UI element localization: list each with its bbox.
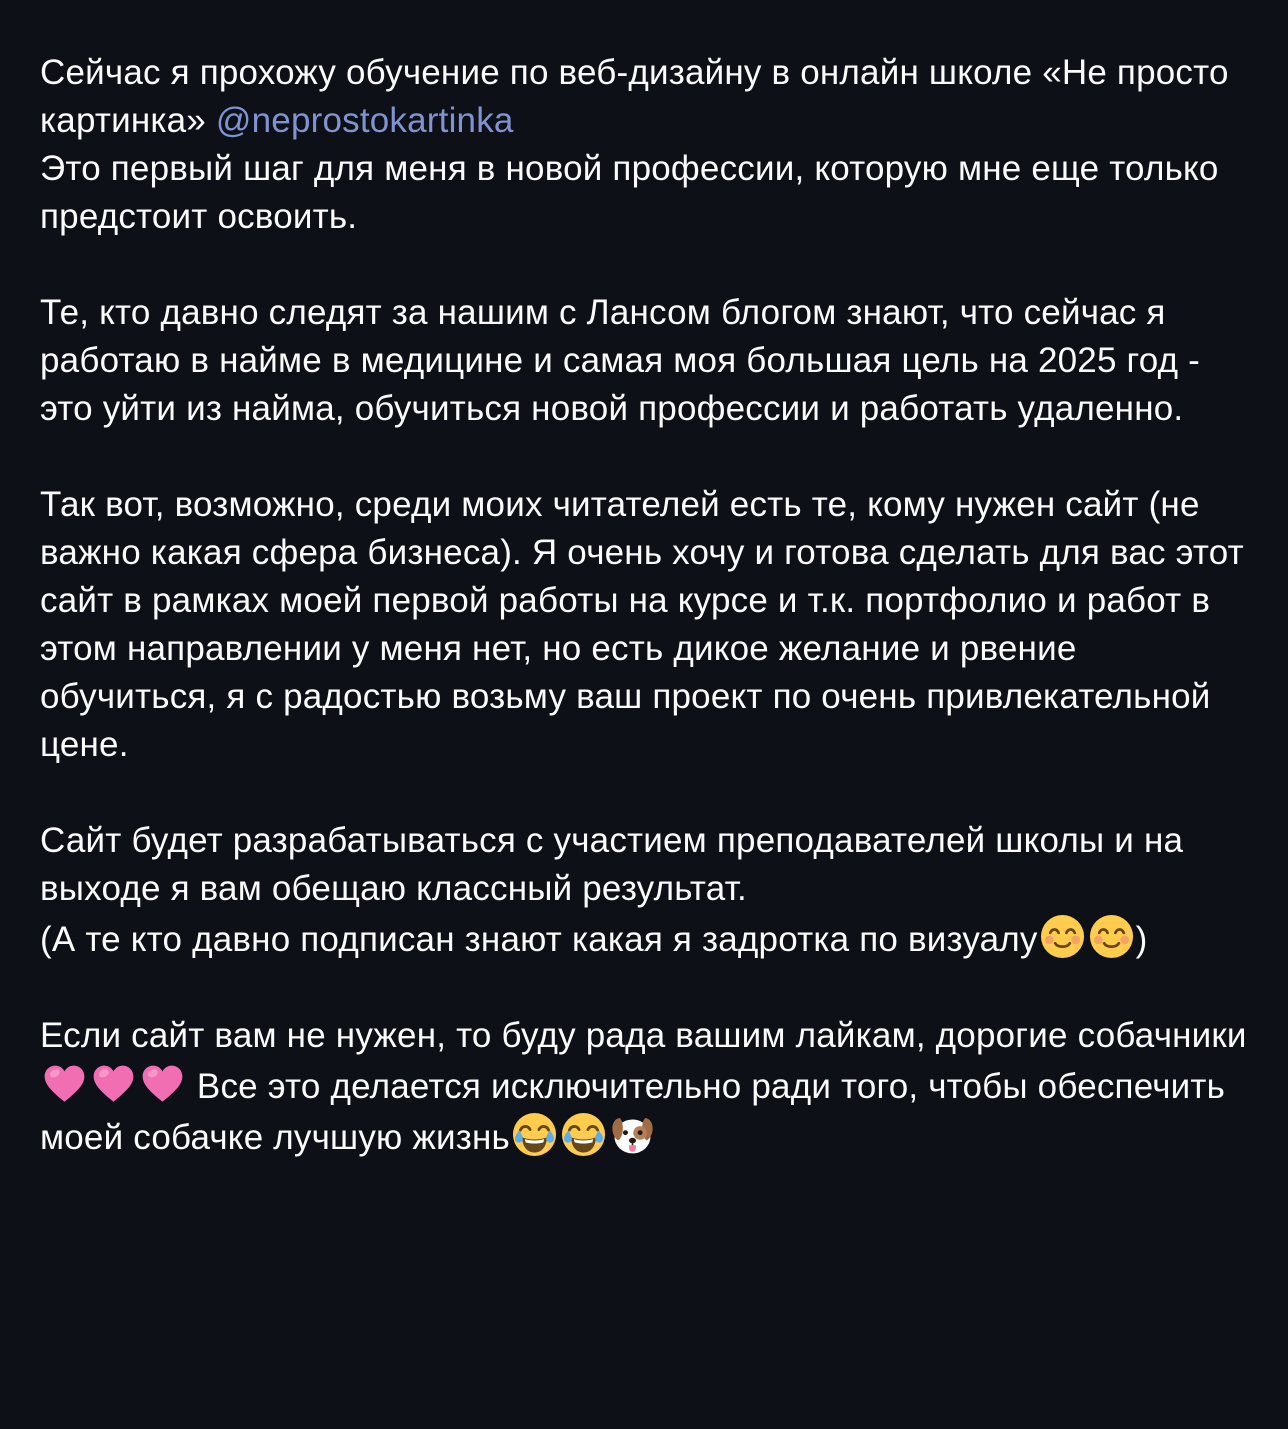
- face-with-tears-of-joy-icon: [511, 1111, 558, 1158]
- smiling-face-icon: [1039, 913, 1086, 960]
- pink-heart-icon: [139, 1060, 186, 1107]
- mention-link[interactable]: @neprostokartinka: [215, 101, 514, 140]
- text-run: Сейчас я прохожу обучение по веб-дизайну в онлайн школе «Не просто картинка»: [40, 53, 1229, 140]
- pink-heart-icon: [41, 1060, 88, 1107]
- text-run: ): [1135, 920, 1148, 959]
- smiling-face-icon: [1088, 913, 1135, 960]
- text-run: (А те кто давно подписан знают какая я задротка по визуалу: [40, 920, 1038, 959]
- text-run: Все это делается исключительно ради того, чтобы обеспечить моей собачке лучшую жизнь: [40, 1067, 1226, 1157]
- text-run: Это первый шаг для меня в новой профессии, которую мне еще только предстоит освоить.: [40, 149, 1219, 236]
- text-run: Так вот, возможно, среди моих читателей есть те, кому нужен сайт (не важно какая сфера бизнеса). Я очень хочу и готова сделать для вас этот сайт в рамках моей первой работы на курсе и т.к. портфолио и работ в этом направлении у меня нет, но есть дикое желание и рвение обучиться, я с радостью возьму ваш проект по очень привлекательной цене.: [40, 485, 1244, 764]
- pink-heart-icon: [90, 1060, 137, 1107]
- face-with-tears-of-joy-icon: [560, 1111, 607, 1158]
- paragraph-background-story: [40, 289, 1252, 433]
- paragraph-offer: [40, 481, 1252, 769]
- paragraph-intro: [40, 49, 1252, 241]
- text-run: Те, кто давно следят за нашим с Лансом блогом знают, что сейчас я работаю в найме в медицине и самая моя большая цель на 2025 год - это уйти из найма, обучиться новой профессии и работать удаленно.: [40, 293, 1201, 428]
- text-run: Если сайт вам не нужен, то буду рада вашим лайкам, дорогие собачники: [40, 1016, 1247, 1055]
- dog-face-icon: [609, 1111, 656, 1158]
- paragraph-closing: [40, 1012, 1252, 1162]
- text-run: Сайт будет разрабатываться с участием преподавателей школы и на выходе я вам обещаю классный результат.: [40, 821, 1184, 908]
- paragraph-promise: [40, 817, 1252, 964]
